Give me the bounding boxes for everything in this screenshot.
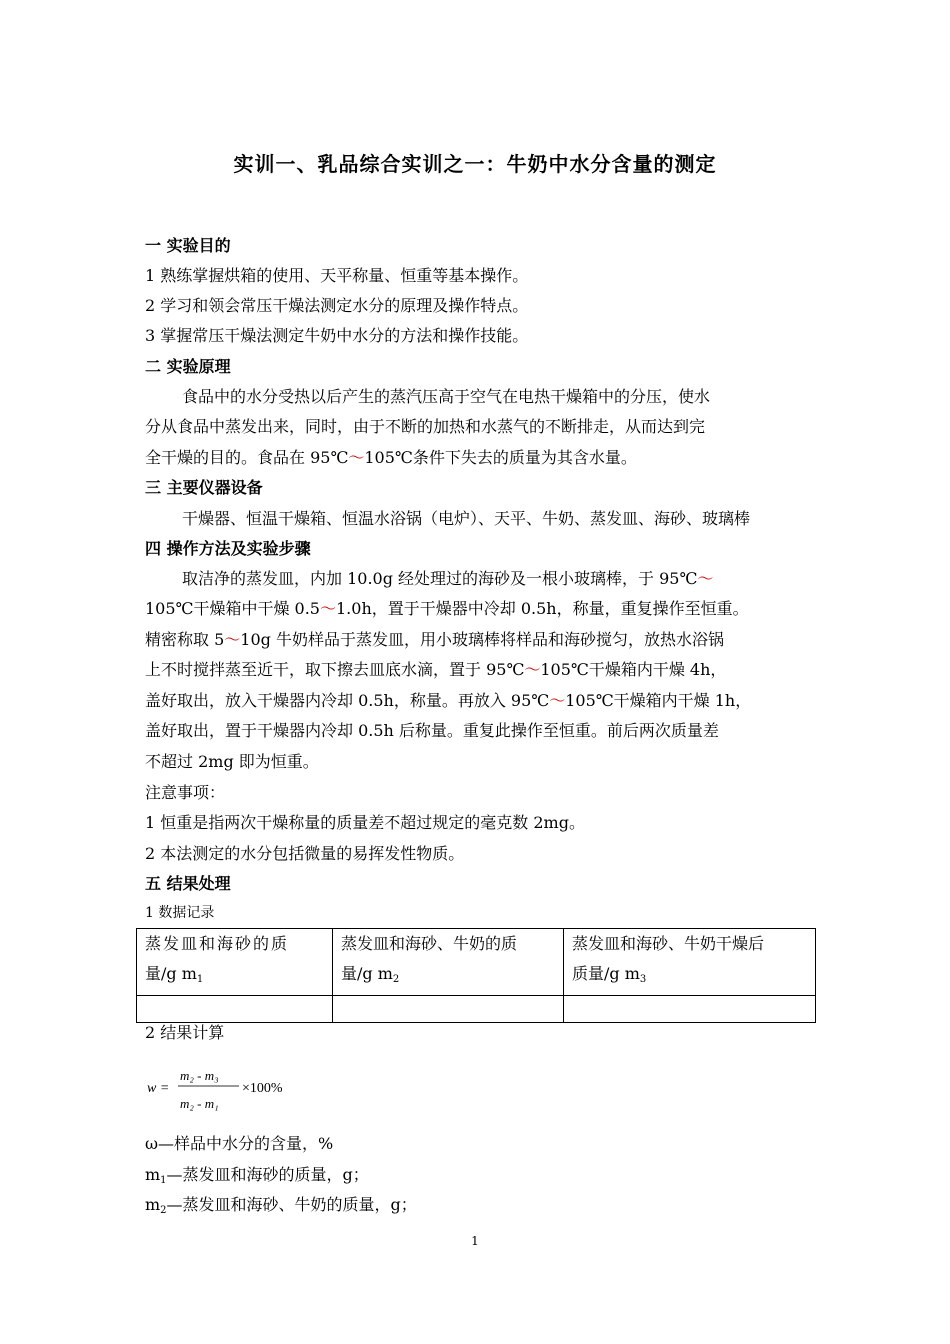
section-1-heading: 一 实验目的: [145, 236, 231, 255]
tilde: ～: [224, 630, 241, 649]
objective-item-1: 1 熟练掌握烘箱的使用、天平称量、恒重等基本操作。: [145, 266, 529, 285]
table-header-row: [137, 929, 816, 996]
col3-line2-text: 质量/g m: [572, 964, 640, 983]
principle-line-3-b: 105℃条件下失去的质量为其含水量。: [364, 448, 637, 467]
tilde: ～: [319, 599, 336, 618]
section-5-heading: 五 结果处理: [145, 874, 231, 893]
notes-label: 注意事项：: [145, 783, 226, 802]
procedure-line-5: [145, 686, 810, 716]
data-record-label: 1 数据记录: [145, 905, 215, 921]
def-m2-text: —蒸发皿和海砂、牛奶的质量，g；: [166, 1195, 417, 1214]
col3-line2: [572, 959, 807, 995]
table-cell: [564, 929, 816, 996]
formula-numerator: m₂ - m₃: [180, 1068, 219, 1083]
principle-line-1: 食品中的水分受热以后产生的蒸汽压高于空气在电热干燥箱中的分压，使水: [182, 387, 711, 406]
procedure-line-4-b: 105℃干燥箱内干燥 4h，: [540, 660, 727, 679]
procedure-line-3: [145, 625, 810, 655]
col2-line2-text: 量/g m: [341, 964, 393, 983]
table-cell: [333, 929, 564, 996]
result-calc-label: 2 结果计算: [145, 1023, 225, 1042]
def-m1-sub: 1: [160, 1175, 167, 1186]
section-3-heading: 三 主要仪器设备: [145, 478, 263, 497]
col2-line1: 蒸发皿和海砂、牛奶的质: [341, 934, 518, 953]
def-m2-symbol: m: [145, 1195, 161, 1214]
section-2-heading: 二 实验原理: [145, 357, 231, 376]
formula-factor: ×100%: [242, 1081, 283, 1096]
formula-lhs: w =: [147, 1081, 170, 1096]
procedure-line-3-b: 10g 牛奶样品于蒸发皿，用小玻璃棒将样品和海砂搅匀，放热水浴锅: [240, 630, 724, 649]
page-title: 实训一、乳品综合实训之一：牛奶中水分含量的测定: [233, 152, 717, 176]
col1-line2: [145, 959, 324, 995]
tilde: ～: [697, 569, 714, 588]
def-m2-sub: 2: [160, 1205, 167, 1216]
objective-item-3: 3 掌握常压干燥法测定牛奶中水分的方法和操作技能。: [145, 326, 529, 345]
page-number: 1: [471, 1234, 479, 1248]
procedure-line-2: [145, 594, 810, 624]
def-m1-text: —蒸发皿和海砂的质量，g；: [166, 1165, 369, 1184]
procedure-line-4-a: 上不时搅拌蒸至近干，取下擦去皿底水滴，置于 95℃: [145, 660, 525, 679]
objective-item-2: 2 学习和领会常压干燥法测定水分的原理及操作特点。: [145, 296, 529, 315]
formula-denominator: m₂ - m₁: [180, 1096, 219, 1111]
tilde: ～: [524, 660, 541, 679]
procedure-line-7: 不超过 2mg 即为恒重。: [145, 752, 319, 771]
def-m1-symbol: m: [145, 1165, 161, 1184]
col1-line2-text: 量/g m: [145, 964, 197, 983]
data-record-table: [136, 928, 816, 1023]
note-1: 1 恒重是指两次干燥称量的质量差不超过规定的毫克数 2mg。: [145, 813, 585, 832]
col1-line1: 蒸发皿和海砂的质: [145, 934, 290, 953]
moisture-formula: [147, 1066, 317, 1116]
procedure-line-2-b: 1.0h，置于干燥器中冷却 0.5h，称量，重复操作至恒重。: [336, 599, 749, 618]
procedure-line-5-a: 盖好取出，放入干燥器内冷却 0.5h，称量。再放入 95℃: [145, 691, 550, 710]
note-2: 2 本法测定的水分包括微量的易挥发性物质。: [145, 844, 465, 863]
equipment-line: 干燥器、恒温干燥箱、恒温水浴锅（电炉）、天平、牛奶、蒸发皿、海砂、玻璃棒: [182, 509, 751, 528]
definition-m2: [145, 1190, 810, 1226]
col2-sub: 2: [392, 974, 400, 985]
tilde: ～: [348, 448, 365, 467]
procedure-line-2-a: 105℃干燥箱中干燥 0.5: [145, 599, 320, 618]
principle-line-3: [145, 443, 810, 473]
procedure-line-6: 盖好取出，置于干燥器内冷却 0.5h 后称量。重复此操作至恒重。前后两次质量差: [145, 721, 719, 740]
section-4-heading: 四 操作方法及实验步骤: [145, 539, 311, 558]
table-cell: [137, 929, 333, 996]
col1-sub: 1: [196, 974, 204, 985]
tilde: ～: [549, 691, 566, 710]
col3-line1: 蒸发皿和海砂、牛奶干燥后: [572, 934, 765, 953]
procedure-line-1: [145, 564, 810, 594]
principle-line-2: 分从食品中蒸发出来，同时，由于不断的加热和水蒸气的不断排走，从而达到完: [145, 417, 706, 436]
principle-line-3-a: 全干燥的目的。食品在 95℃: [145, 448, 349, 467]
procedure-line-4: [145, 655, 810, 685]
procedure-line-3-a: 精密称取 5: [145, 630, 225, 649]
definition-w: ω—样品中水分的含量，%: [145, 1134, 334, 1153]
procedure-line-5-b: 105℃干燥箱内干燥 1h，: [565, 691, 752, 710]
col2-line2: [341, 959, 555, 995]
col3-sub: 3: [639, 974, 647, 985]
procedure-line-1-text: 取洁净的蒸发皿，内加 10.0g 经处理过的海砂及一根小玻璃棒，于 95℃: [182, 569, 698, 588]
